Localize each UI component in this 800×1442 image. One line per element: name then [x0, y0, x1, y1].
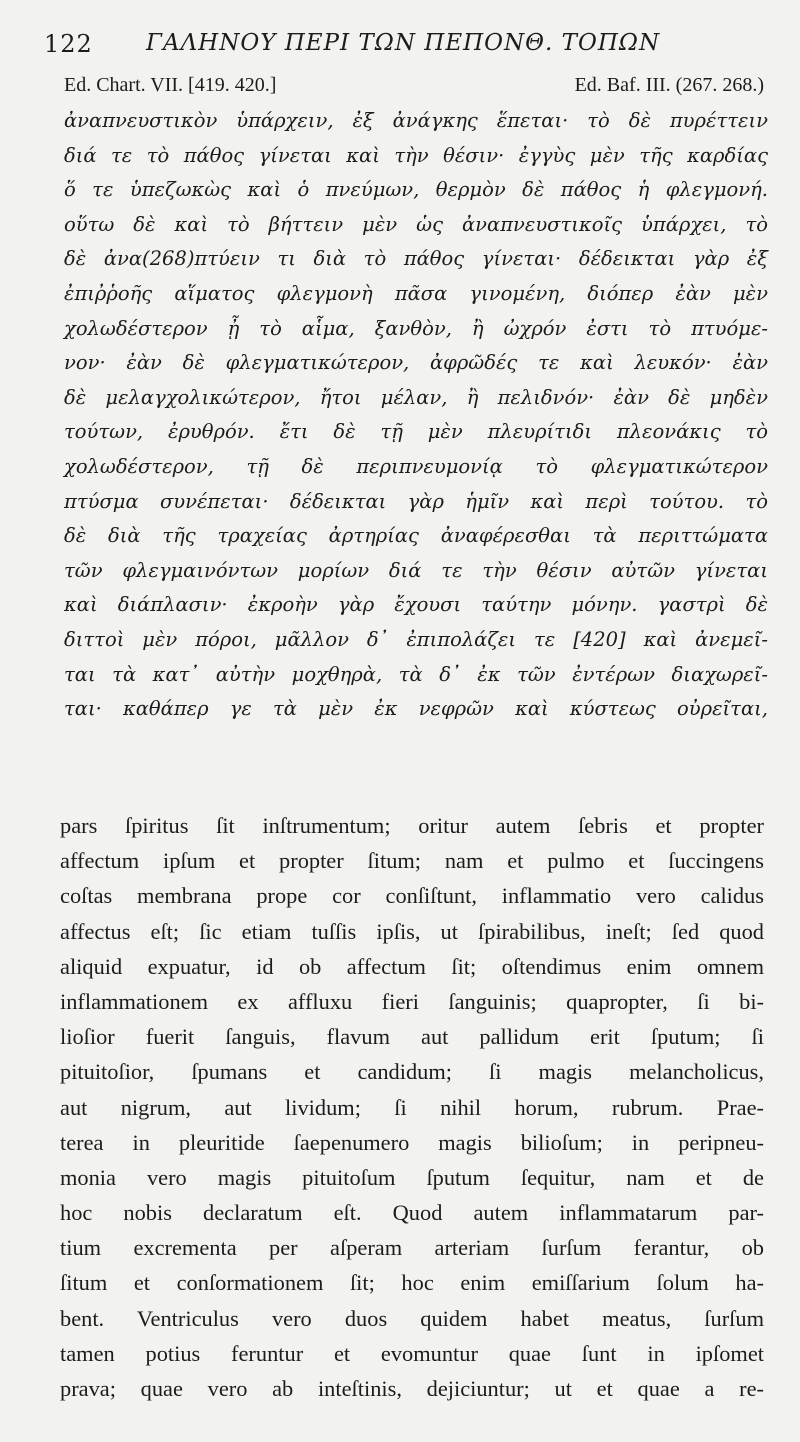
latin-text-line: pars ſpiritus ſit inſtrumentum; oritur autem ſebris et propter	[60, 813, 764, 838]
edition-basel-reference: Ed. Baf. III. (267. 268.)	[574, 74, 764, 96]
latin-text-line: hoc nobis declaratum eſt. Quod autem inflammatarum par-	[60, 1200, 764, 1226]
greek-text-line: οὕτω δὲ καὶ τὸ βήττειν μὲν ὡς ἀναπνευστικοῖς ὑπάρχει, τὸ	[64, 212, 768, 236]
latin-text-block	[60, 808, 764, 1406]
greek-text-line: δὲ μελαγχολικώτερον, ἤτοι μέλαν, ἢ πελιδνόν· ἐὰν δὲ μηδὲν	[64, 385, 768, 409]
greek-text-line: διά τε τὸ πάθος γίνεται καὶ τὴν θέσιν· ἐγγὺς μὲν τῆς καρδίας	[64, 143, 768, 167]
greek-text-line: τῶν φλεγμαινόντων μορίων διά τε τὴν θέσιν αὐτῶν γίνεται	[64, 558, 768, 582]
latin-text-line: coſtas membrana prope cor conſiſtunt, inflammatio vero calidus	[60, 883, 764, 909]
greek-text-line: ἀναπνευστικὸν ὑπάρχειν, ἐξ ἀνάγκης ἕπεται· τὸ δὲ πυρέττειν	[64, 109, 768, 132]
greek-text-line: ὅ τε ὑπεζωκὼς καὶ ὁ πνεύμων, θερμὸν δὲ πάθος ἡ φλεγμονή.	[64, 178, 768, 202]
latin-text-line: aut nigrum, aut lividum; ſi nihil horum, rubrum. Prae-	[60, 1094, 764, 1120]
greek-text-line: ται τὰ κατ᾽ αὐτὴν μοχθηρὰ, τὰ δ᾽ ἐκ τῶν ἐντέρων διαχωρεῖ-	[64, 662, 768, 686]
latin-text-line: pituitoſior, ſpumans et candidum; ſi magis melancholicus,	[60, 1059, 764, 1085]
greek-text-block	[64, 104, 768, 727]
page-number: 122	[44, 30, 93, 58]
greek-text-line: ἐπιῤῥοῆς αἵματος φλεγμονὴ πᾶσα γινομένη, διόπερ ἐὰν μὲν	[64, 281, 768, 305]
latin-text-line: affectum ipſum et propter ſitum; nam et pulmo et ſuccingens	[60, 848, 764, 874]
greek-text-line: πτύσμα συνέπεται· δέδεικται γὰρ ἡμῖν καὶ περὶ τούτου. τὸ	[64, 489, 768, 513]
greek-text-line: δὲ ἀνα(268)πτύειν τι διὰ τὸ πάθος γίνεται· δέδεικται γὰρ ἐξ	[64, 247, 768, 271]
greek-text-line: ται· καθάπερ γε τὰ μὲν ἐκ νεφρῶν καὶ κύστεως οὐρεῖται,	[64, 697, 768, 721]
latin-text-line: inflammationem ex affluxu fieri ſanguinis; quapropter, ſi bi-	[60, 988, 764, 1014]
latin-text-line: aliquid expuatur, id ob affectum ſit; oſtendimus enim omnem	[60, 953, 764, 979]
latin-text-line: monia vero magis pituitoſum ſputum ſequitur, nam et de	[60, 1164, 764, 1190]
latin-text-line: tium excrementa per aſperam arteriam ſurſum ferantur, ob	[60, 1235, 764, 1261]
edition-reference-line	[64, 74, 764, 100]
latin-text-line: lioſior fuerit ſanguis, flavum aut pallidum erit ſputum; ſi	[60, 1024, 764, 1050]
latin-text-line: terea in pleuritide ſaepenumero magis bilioſum; in peripneu-	[60, 1129, 764, 1155]
greek-text-line: διττοὶ μὲν πόροι, μᾶλλον δ᾽ ἐπιπολάζει τε [420] καὶ ἀνεμεῖ-	[64, 627, 768, 651]
greek-text-line: καὶ διάπλασιν· ἐκροὴν γὰρ ἔχουσι ταύτην μόνην. γαστρὶ δὲ	[64, 593, 768, 617]
greek-text-line: χολωδέστερον, τῇ δὲ περιπνευμονίᾳ τὸ φλεγματικώτερον	[64, 454, 768, 478]
latin-text-line: bent. Ventriculus vero duos quidem habet meatus, ſurſum	[60, 1305, 764, 1331]
greek-text-line: δὲ διὰ τῆς τραχείας ἀρτηρίας ἀναφέρεσθαι τὰ περιττώματα	[64, 524, 768, 548]
running-title: ΓΑΛΗΝΟΥ ΠΕΡΙ ΤΩΝ ΠΕΠΟΝΘ. ΤΟΠΩΝ	[146, 30, 661, 56]
latin-text-line: ſitum et conſormationem ſit; hoc enim emiſſarium ſolum ha-	[60, 1270, 764, 1296]
latin-text-line: affectus eſt; ſic etiam tuſſis ipſis, ut ſpirabilibus, ineſt; ſed quod	[60, 918, 764, 944]
latin-text-line: tamen potius feruntur et evomuntur quae ſunt in ipſomet	[60, 1340, 764, 1366]
greek-text-line: χολωδέστερον ᾖ τὸ αἷμα, ξανθὸν, ἢ ὠχρόν ἐστι τὸ πτυόμε-	[64, 316, 768, 340]
edition-chart-reference: Ed. Chart. VII. [419. 420.]	[64, 74, 277, 96]
greek-text-line: νον· ἐὰν δὲ φλεγματικώτερον, ἀφρῶδές τε καὶ λευκόν· ἐὰν	[64, 351, 768, 375]
greek-text-line: τούτων, ἐρυθρόν. ἔτι δὲ τῇ μὲν πλευρίτιδι πλεονάκις τὸ	[64, 420, 768, 444]
latin-text-line: prava; quae vero ab inteſtinis, dejiciuntur; ut et quae a re-	[60, 1376, 764, 1401]
running-head	[44, 30, 764, 64]
